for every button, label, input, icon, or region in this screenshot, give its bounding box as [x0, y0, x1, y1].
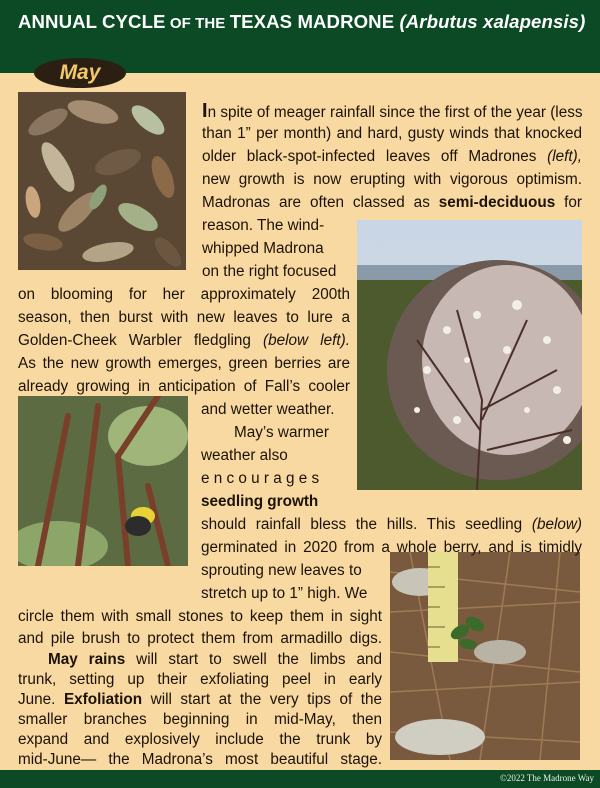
copyright: ©2022 The Madrone Way: [499, 773, 594, 783]
body-text: expand and explosively include the trunk by: [18, 731, 382, 748]
body-line-15: [234, 423, 329, 443]
body-text: e n c o u r a g e s: [201, 470, 320, 487]
body-text: weather also: [201, 447, 288, 464]
body-line-2: [202, 124, 582, 144]
photo-warbler-fledgling: [18, 396, 188, 566]
body-text: on the right focused: [202, 263, 337, 280]
body-text: n spite of meager rainfall since the first of the year (less: [207, 104, 583, 121]
body-text: and pile brush to protect them from armadillo digs.: [18, 630, 382, 647]
body-line-18: [201, 492, 318, 512]
body-text: May’s warmer: [234, 424, 329, 441]
body-text-bold: semi-deciduous: [438, 194, 556, 211]
body-text: on blooming for her approximately 200th: [18, 286, 350, 303]
body-line-5: [202, 193, 582, 213]
body-text: will start to swell the limbs and: [125, 651, 382, 668]
photo-seedling: [390, 552, 580, 760]
body-text: reason. The wind-: [202, 217, 325, 234]
footer-bar: [0, 770, 600, 788]
body-text: season, then burst with new leaves to lure a: [18, 309, 350, 326]
body-text: circle them with small stones to keep them in sight: [18, 608, 382, 625]
body-text: should rainfall bless the hills. This seedling: [201, 516, 532, 533]
month-badge: May: [34, 58, 126, 88]
body-text: germinated in 2020 from a whole berry, and is timidly: [201, 539, 582, 556]
body-line-24: [18, 629, 382, 649]
body-text: older black-spot-infected leaves off Madrones: [202, 148, 548, 165]
body-text: mid-June— the Madrona’s most beautiful stage.: [18, 751, 382, 768]
body-text: trunk, setting up their exfoliating peel in early: [18, 671, 382, 688]
body-text: smaller branches beginning in mid-May, then: [18, 711, 382, 728]
body-line-1: [202, 101, 583, 123]
page-title: [18, 11, 588, 33]
body-line-25: [48, 651, 382, 669]
title-part-2: OF THE: [165, 15, 230, 32]
body-line-17: [201, 469, 319, 489]
body-text: will start at the very tips of the: [142, 691, 382, 708]
body-line-3: [202, 147, 582, 167]
body-text: sprouting new leaves to: [201, 562, 362, 579]
body-line-26: [18, 671, 382, 689]
body-text: Madronas are often classed as: [202, 194, 439, 211]
body-line-14: [201, 400, 335, 420]
body-text: already growing in anticipation of Fall’s cooler: [18, 378, 350, 395]
title-part-1: ANNUAL CYCLE: [18, 11, 166, 32]
body-text: stretch up to 1” high. We: [201, 585, 368, 602]
body-text-bold: seedling growth: [201, 493, 319, 510]
body-text: June.: [18, 691, 64, 708]
body-text: and wetter weather.: [201, 401, 335, 418]
body-line-11: [18, 331, 350, 351]
body-line-4: [202, 170, 582, 190]
body-line-21: [201, 561, 362, 581]
body-text: Golden-Cheek Warbler fledgling: [18, 332, 264, 349]
body-line-20: [201, 538, 582, 558]
body-line-23: [18, 607, 382, 627]
body-line-29: [18, 731, 382, 749]
body-line-10: [18, 308, 350, 328]
body-line-16: [201, 446, 288, 466]
body-text: whipped Madrona: [202, 240, 324, 257]
photo-fallen-leaves: [18, 92, 186, 270]
drop-cap: I: [202, 100, 208, 122]
body-line-22: [201, 584, 367, 604]
body-text-italic: (below left).: [263, 332, 350, 349]
body-text-italic: (left),: [547, 148, 582, 165]
body-line-19: [201, 515, 582, 535]
body-text-italic: (below): [531, 516, 582, 533]
title-part-3: TEXAS MADRONE: [229, 11, 400, 32]
title-scientific-name: (Arbutus xalapensis): [399, 11, 586, 32]
photo-blooming-madrona: [357, 220, 582, 490]
body-text-bold: Exfoliation: [63, 691, 143, 708]
body-line-28: [18, 711, 382, 729]
body-text-bold: May rains: [48, 651, 126, 668]
body-line-30: [18, 751, 382, 769]
body-line-13: [18, 377, 350, 397]
body-line-9: [18, 285, 350, 305]
body-text: As the new growth emerges, green berries are: [18, 355, 350, 372]
body-text: for: [564, 194, 582, 211]
body-text: than 1” per month) and hard, gusty winds that knocked: [202, 125, 582, 142]
body-text: new growth is now erupting with vigorous optimism.: [202, 171, 582, 188]
body-line-12: [18, 354, 350, 374]
body-line-6: [202, 216, 324, 236]
body-line-8: [202, 262, 336, 282]
body-line-27: [18, 691, 382, 709]
body-line-7: [202, 239, 324, 259]
